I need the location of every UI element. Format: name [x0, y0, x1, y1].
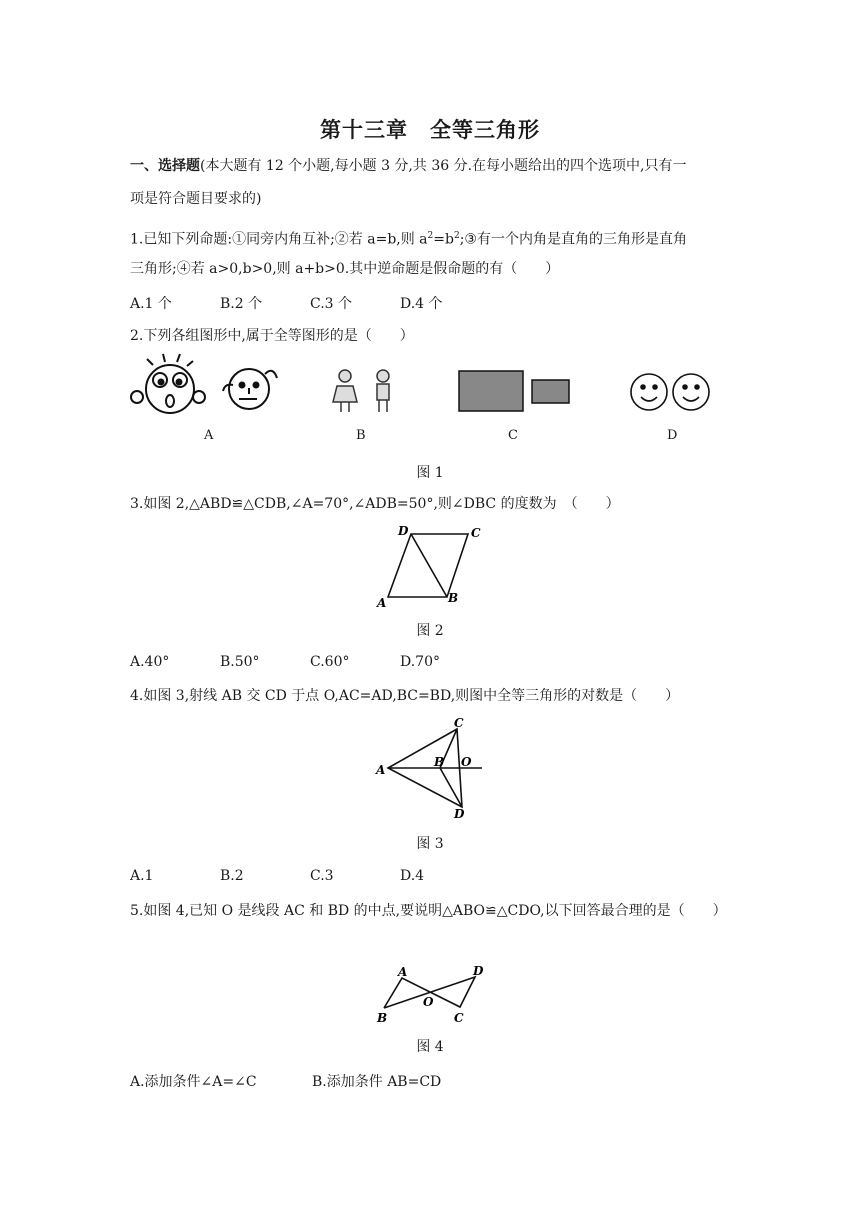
q3-option-d: D.70°	[400, 654, 440, 670]
q5-option-b: B.添加条件 AB=CD	[312, 1074, 442, 1090]
q1-line1	[130, 226, 687, 250]
section-description-1: (本大题有 12 个小题,每小题 3 分,共 36 分.在每小题给出的四个选项中,只有一	[200, 158, 687, 174]
figure-3-kite	[370, 712, 495, 822]
point-d-label: D	[454, 807, 465, 821]
point-b-label: B	[377, 1011, 388, 1025]
q4-option-c: C.3	[310, 868, 334, 884]
point-b-label: B	[448, 591, 459, 605]
figure-2-parallelogram	[370, 520, 500, 615]
point-c-label: C	[454, 716, 464, 730]
figure-1c-large-rectangle	[459, 371, 523, 411]
point-o-label: O	[461, 755, 472, 769]
figure-4-bowtie	[370, 960, 495, 1030]
figure-3-caption: 图 3	[416, 836, 444, 852]
q2-text: 2.下列各组图形中,属于全等图形的是（ ）	[130, 328, 414, 344]
figure-1-label-b: B	[356, 428, 366, 443]
q5-options	[130, 1071, 441, 1091]
q4-text: 4.如图 3,射线 AB 交 CD 于点 O,AC=AD,BC=BD,则图中全等三角形的对数是（ ）	[130, 688, 680, 704]
q5-text: 5.如图 4,已知 O 是线段 AC 和 BD 的中点,要说明△ABO≌△CDO,以下回答最合理的是（ ）	[130, 903, 727, 919]
figure-1-label-c: C	[508, 428, 518, 443]
q3-option-b: B.50°	[220, 654, 260, 670]
q5-option-a: A.添加条件∠A=∠C	[130, 1074, 257, 1090]
q1-option-c: C.3 个	[310, 296, 353, 312]
q3-option-a: A.40°	[130, 654, 170, 670]
figure-1-label-a: A	[204, 428, 214, 443]
figure-1c-small-rectangle	[532, 380, 569, 403]
q4-options	[130, 868, 424, 884]
q4-option-a: A.1	[130, 868, 154, 884]
point-a-label: A	[377, 596, 387, 610]
section-description-2: 项是符合题目要求的)	[130, 191, 262, 207]
figure-1-caption: 图 1	[416, 465, 444, 481]
q1-option-d: D.4 个	[400, 296, 443, 312]
q1-sup-b: 2	[453, 231, 460, 241]
figure-2-lines	[388, 534, 468, 597]
point-d-label: D	[473, 964, 484, 978]
q1-option-a: A.1 个	[130, 296, 172, 312]
q4-option-b: B.2	[220, 868, 244, 884]
q1-text-b: =b	[433, 231, 454, 248]
point-a-label: A	[376, 763, 386, 777]
q3-text: 3.如图 2,△ABD≌△CDB,∠A=70°,∠ADB=50°,则∠DBC 的度数为 （ ）	[130, 496, 620, 512]
point-d-label: D	[398, 524, 409, 538]
q3-option-c: C.60°	[310, 654, 350, 670]
figure-1-shapes	[125, 352, 725, 422]
figure-4-caption: 图 4	[416, 1039, 444, 1055]
q3-options	[130, 654, 440, 670]
figure-1d-smileys	[631, 374, 709, 410]
point-o-label: O	[423, 995, 434, 1009]
point-c-label: C	[471, 526, 481, 540]
q1-text-c: ;③有一个内角是直角的三角形是直角	[459, 231, 687, 248]
figure-1b-figures	[333, 370, 389, 412]
point-b-label: B	[434, 755, 445, 769]
q1-option-b: B.2 个	[220, 296, 263, 312]
figure-1a-faces	[131, 354, 277, 413]
q1-sup-a: 2	[427, 231, 434, 241]
q1-options	[130, 293, 443, 313]
q4-option-d: D.4	[400, 868, 425, 884]
section-intro-line1	[130, 156, 687, 176]
figure-1-label-d: D	[667, 428, 678, 443]
point-a-label: A	[398, 965, 408, 979]
q1-text-a: 1.已知下列命题:①同旁内角互补;②若 a=b,则 a	[130, 231, 428, 248]
section-heading: 一、选择题	[130, 158, 200, 174]
point-c-label: C	[454, 1011, 464, 1025]
chapter-title: 第十三章 全等三角形	[320, 118, 540, 142]
figure-2-caption: 图 2	[416, 623, 444, 639]
q1-line2: 三角形;④若 a>0,b>0,则 a+b>0.其中逆命题是假命题的有（ ）	[130, 261, 560, 277]
